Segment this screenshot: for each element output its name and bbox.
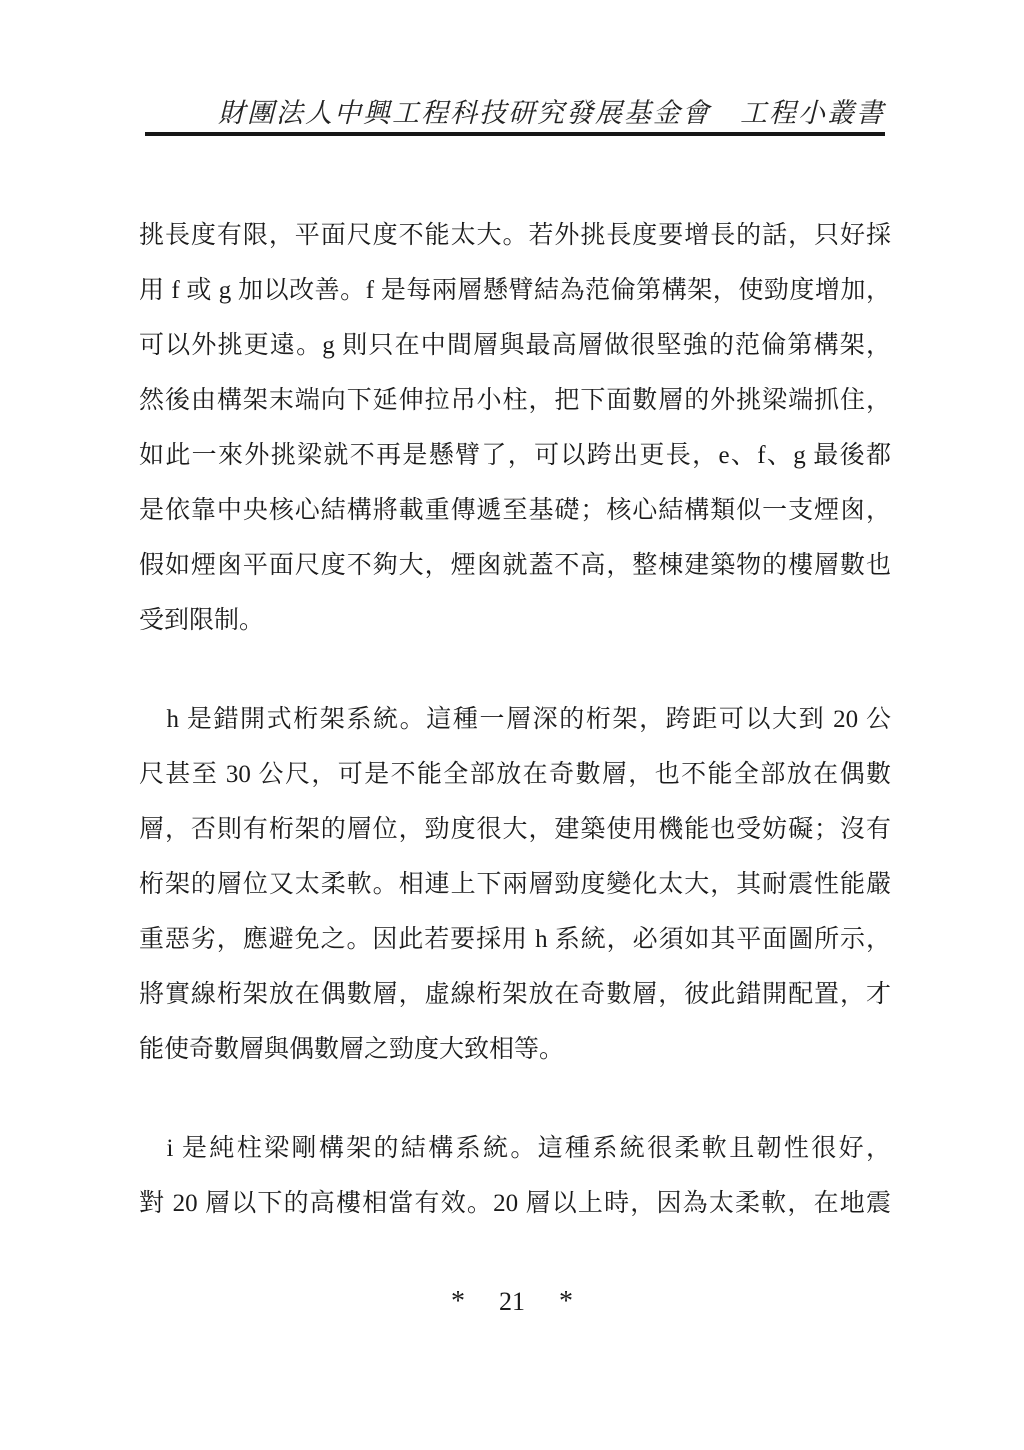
page-footer	[0, 1286, 1024, 1318]
text-line: 可以外挑更遠。g 則只在中間層與最高層做很堅強的范倫第構架，	[139, 332, 891, 359]
footer-star-left: *	[451, 1286, 465, 1317]
text-line: 重惡劣，應避免之。因此若要採用 h 系統，必須如其平面圖所示，	[139, 926, 891, 953]
text-line: 將實線桁架放在偶數層，虛線桁架放在奇數層，彼此錯開配置，才	[139, 981, 891, 1008]
text-line: 然後由構架末端向下延伸拉吊小柱，把下面數層的外挑梁端抓住，	[139, 387, 891, 414]
text-line: 能使奇數層與偶數層之勁度大致相等。	[139, 1036, 565, 1063]
paragraph	[139, 1121, 891, 1231]
text-line: 層，否則有桁架的層位，勁度很大，建築使用機能也受妨礙；沒有	[139, 816, 891, 843]
text-line: 對 20 層以下的高樓相當有效。20 層以上時，因為太柔軟，在地震	[139, 1190, 891, 1217]
footer-page-number: 21	[499, 1287, 525, 1316]
text-line: 桁架的層位又太柔軟。相連上下兩層勁度變化太大，其耐震性能嚴	[139, 871, 891, 898]
text-line: 用 f 或 g 加以改善。f 是每兩層懸臂結為范倫第構架，使勁度增加，	[139, 277, 891, 304]
footer-star-right: *	[559, 1286, 573, 1317]
page-header-title: 財團法人中興工程科技研究發展基金會 工程小叢書	[145, 97, 885, 136]
text-line: 受到限制。	[139, 607, 265, 634]
document-body	[139, 208, 891, 1231]
paragraph	[139, 692, 891, 1077]
text-line: 挑長度有限，平面尺度不能太大。若外挑長度要增長的話，只好採	[139, 222, 891, 249]
text-line: 假如煙囪平面尺度不夠大，煙囪就蓋不高，整棟建築物的樓層數也	[139, 552, 891, 579]
text-line: 尺甚至 30 公尺，可是不能全部放在奇數層，也不能全部放在偶數	[139, 761, 891, 788]
text-line: i 是純柱梁剛構架的結構系統。這種系統很柔軟且韌性很好，	[166, 1135, 891, 1162]
paragraph	[139, 208, 891, 648]
text-line: h 是錯開式桁架系統。這種一層深的桁架，跨距可以大到 20 公	[166, 706, 891, 733]
text-line: 如此一來外挑梁就不再是懸臂了，可以跨出更長，e、f、g 最後都	[139, 442, 891, 469]
text-line: 是依靠中央核心結構將載重傳遞至基礎；核心結構類似一支煙囪，	[139, 497, 891, 524]
